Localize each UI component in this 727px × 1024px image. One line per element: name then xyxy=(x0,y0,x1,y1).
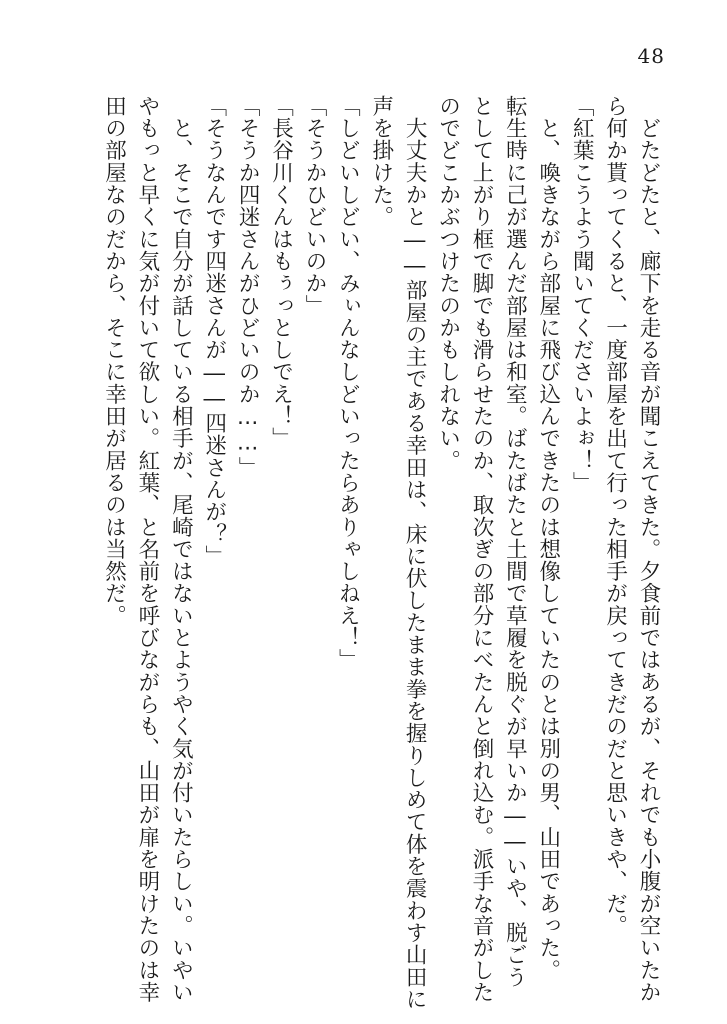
text-line: ら何か貰ってくると、一度部屋を出て行った相手が戻ってきだのだと思いきや、だ。 xyxy=(602,95,628,937)
text-body xyxy=(101,95,665,1011)
text-line: 「長谷川くんはもぅっとしでえ！」 xyxy=(268,95,294,450)
text-line: と、そこで自分が話している相手が、尾崎ではないとようやく気が付いたらしい。いやい xyxy=(168,95,194,1004)
text-line: として上がり框で脚でも滑らせたのか、取次ぎの部分にべたんと倒れ込む。派手な音がした xyxy=(468,95,494,1004)
text-line: 「紅葉こうよう聞いてくださいよぉ！」 xyxy=(569,95,595,494)
text-line: 「そうかひどいのか」 xyxy=(301,95,327,317)
text-line: 大丈夫かと――部屋の主である幸田は、床に伏したまま拳を握りしめて体を震わす山田に xyxy=(402,95,428,1011)
text-line: と、喚きながら部屋に飛び込んできたのは想像していたのとは別の男、山田であった。 xyxy=(535,95,561,981)
page-number: 48 xyxy=(637,44,665,68)
text-line: どたどたと、廊下を走る音が聞こえてきた。夕食前ではあるが、それでも小腹が空いたか xyxy=(636,95,661,1004)
text-line: 「そうか四迷さんがひどいのか……」 xyxy=(235,95,261,479)
text-line: やもっと早くに気が付いて欲しい。紅葉、と名前を呼びながらも、山田が扉を明けたのは幸 xyxy=(134,95,160,1004)
text-line: 田の部屋なのだから、そこに幸田が居るのは当然だ。 xyxy=(101,95,127,627)
text-line: のでどこかぶつけたのかもしれない。 xyxy=(435,95,461,472)
text-line: 「そうなんです四迷さんが――四迷さんが？」 xyxy=(201,95,227,568)
text-line: 「しどいしどい、みぃんなしどいったらありゃしねえ！」 xyxy=(335,95,361,671)
text-line: 転生時に己が選んだ部屋は和室。ばたばたと土間で草履を脱ぐが早いか――いや、脱ごう xyxy=(502,95,528,988)
text-line: 声を掛けた。 xyxy=(368,95,394,228)
